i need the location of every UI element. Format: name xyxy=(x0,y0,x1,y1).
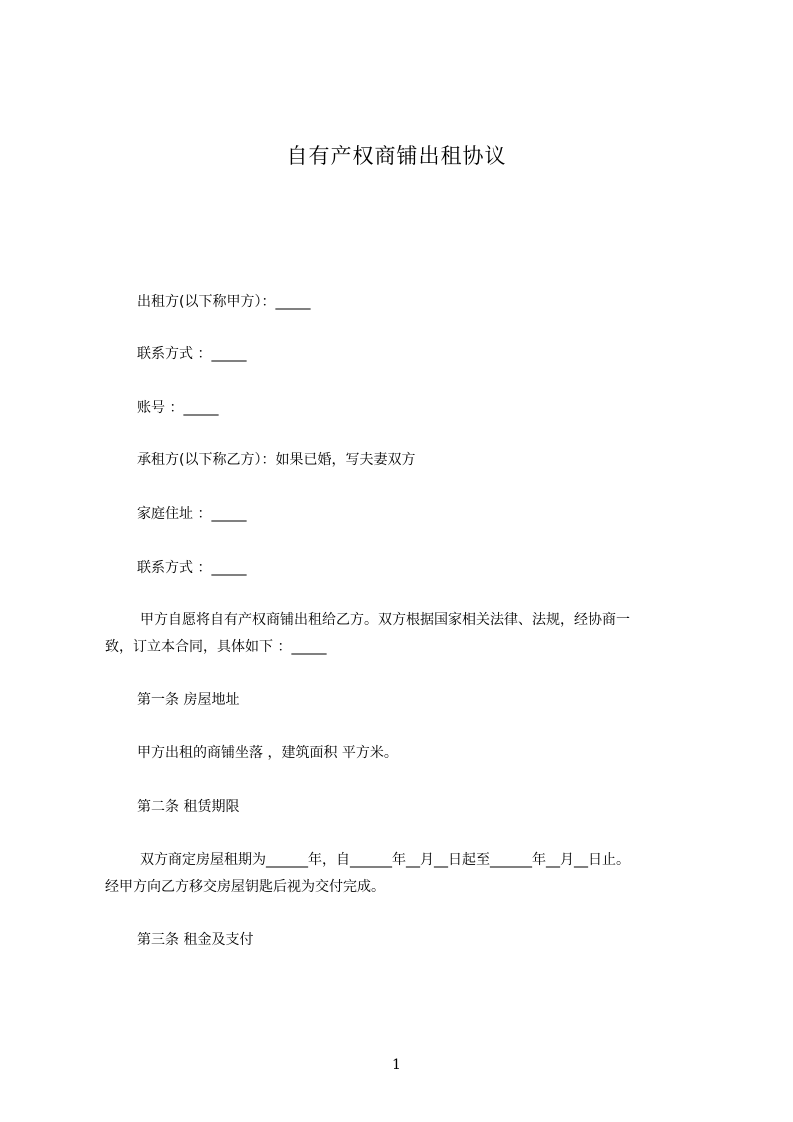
article-3-heading: 第三条 租金及支付 xyxy=(137,932,254,948)
article-1-text: 甲方出租的商铺坐落 ，建筑面积 平方米。 xyxy=(137,745,398,761)
lessor-line: 出租方(以下称甲方）：_____ xyxy=(137,294,311,310)
article-1-heading: 第一条 房屋地址 xyxy=(137,692,240,708)
account-line: 账号 ：_____ xyxy=(137,400,219,416)
article-2-text-line-2: 经甲方向乙方移交房屋钥匙后视为交付完成。 xyxy=(105,879,385,895)
intro-paragraph-line-2: 致，订立本合同，具体如下 ：_____ xyxy=(105,639,327,655)
article-2-heading: 第二条 租赁期限 xyxy=(137,799,240,815)
intro-paragraph-line-1: 甲方自愿将自有产权商铺出租给乙方。双方根据国家相关法律、法规，经协商一 xyxy=(140,612,630,628)
home-address-line: 家庭住址 ：_____ xyxy=(137,506,247,522)
lessor-contact-line: 联系方式 ：_____ xyxy=(137,346,247,362)
lessee-line: 承租方(以下称乙方）：如果已婚，写夫妻双方 xyxy=(137,452,416,468)
document-title: 自有产权商铺出租协议 xyxy=(286,144,507,168)
lessee-contact-line: 联系方式 ：_____ xyxy=(137,560,247,576)
article-2-text-line-1: 双方商定房屋租期为______年，自______年__月__日起至______年__月__日止。 xyxy=(140,852,630,868)
page-number: 1 xyxy=(392,1057,401,1073)
